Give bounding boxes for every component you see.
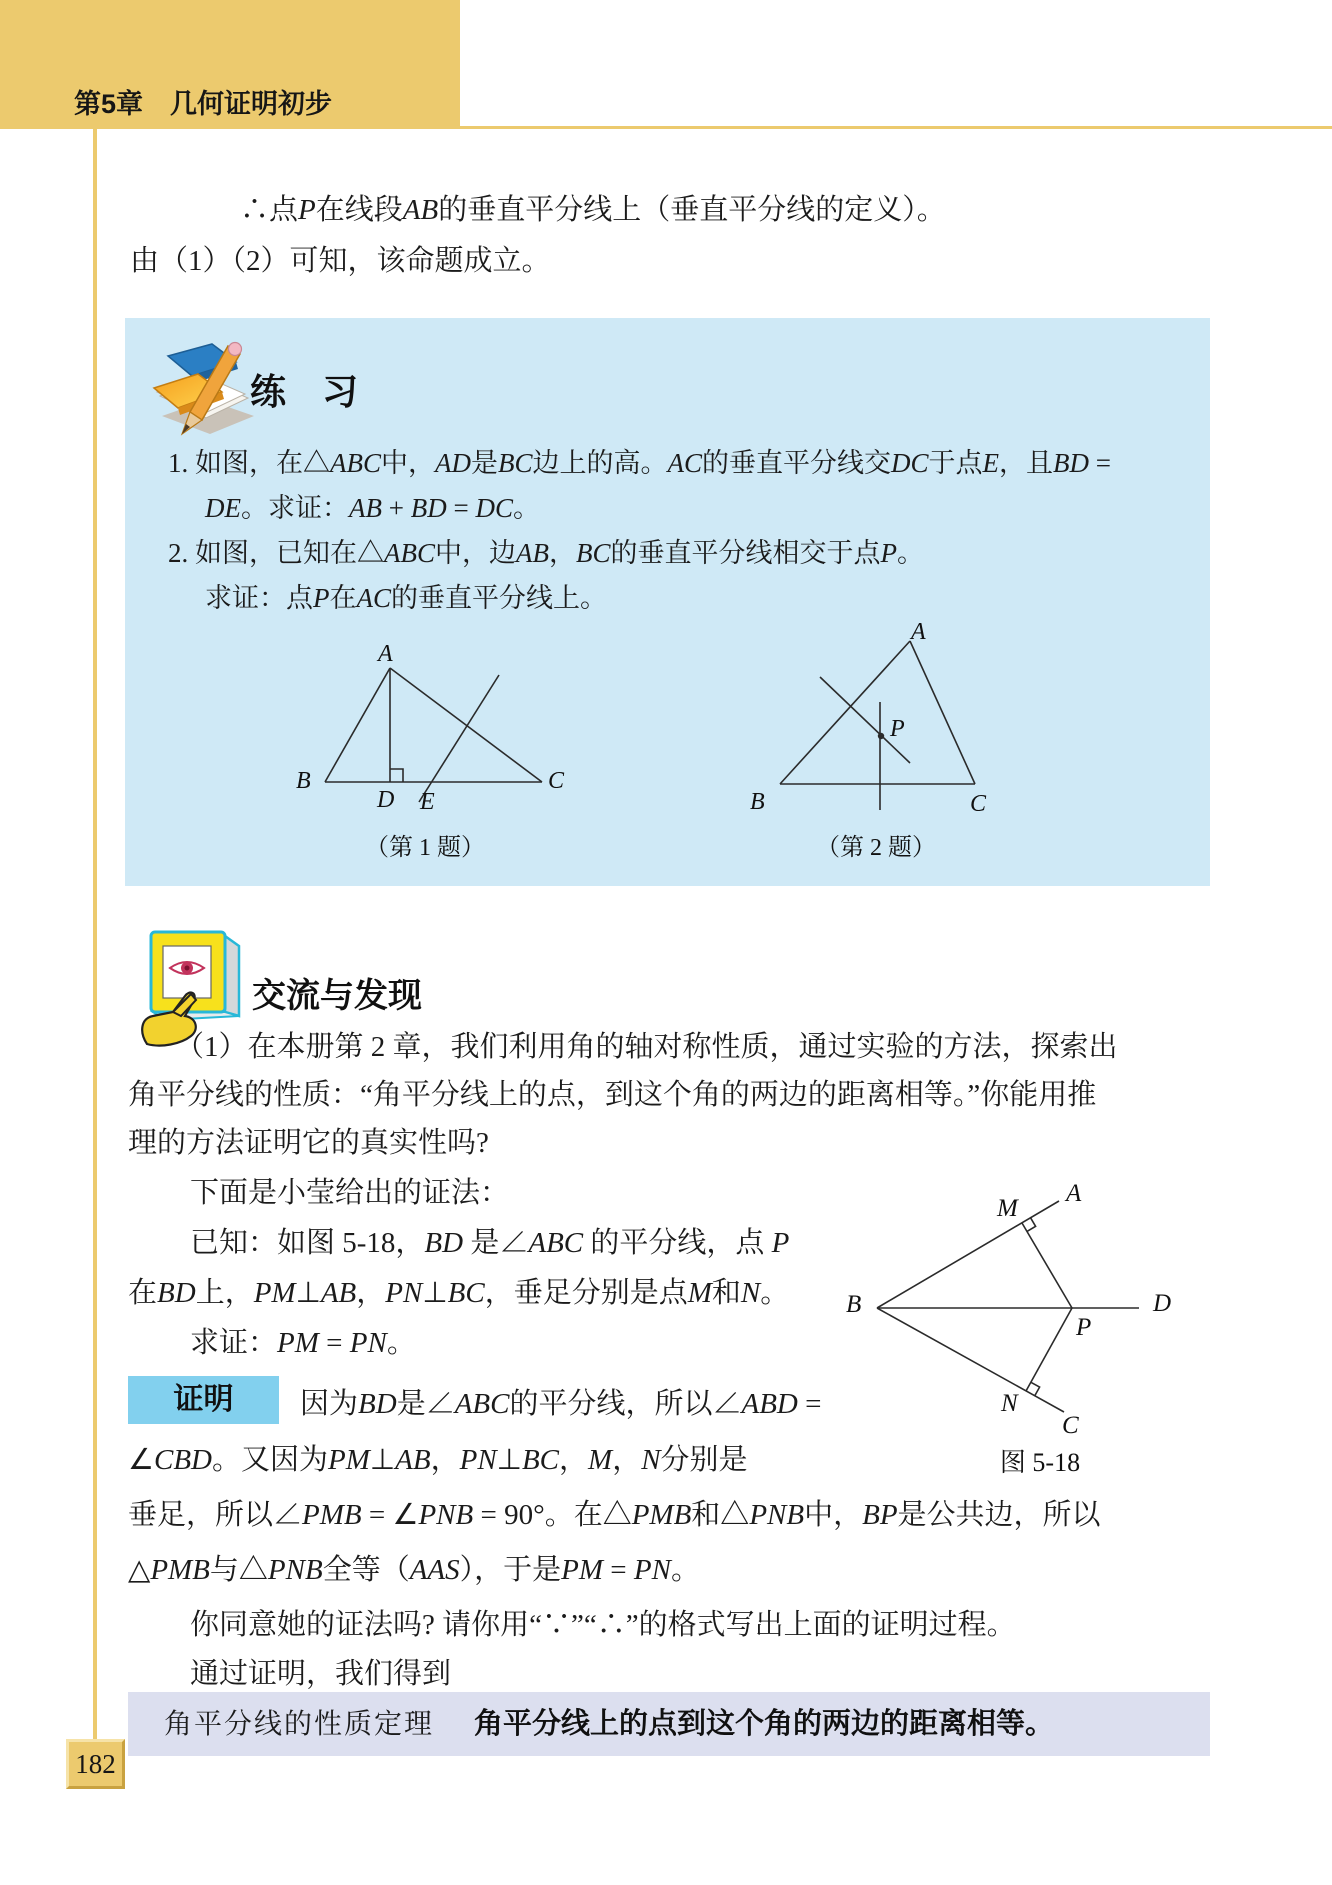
problem-2-line-1: 2. 如图，已知在△ABC中，边AB，BC的垂直平分线相交于点P。 (168, 538, 925, 568)
discover-title: 交流与发现 (252, 977, 422, 1015)
discover-para1-line1: （1）在本册第 2 章，我们利用角的轴对称性质，通过实验的方法，探索出 (175, 1031, 1118, 1063)
theorem-statement: 角平分线上的点到这个角的两边的距离相等。 (474, 1708, 1055, 1740)
fig1-label-B: B (296, 768, 311, 794)
fig1-label-E: E (420, 789, 435, 815)
proof-line2: ∠CBD。又因为PM⊥AB，PN⊥BC，M，N分别是 (128, 1444, 748, 1476)
exercise-title: 练 习 (250, 371, 359, 412)
fig518-caption: 图 5-18 (999, 1448, 1081, 1477)
proof-line4: △PMB与△PNB全等（AAS），于是PM = PN。 (128, 1554, 700, 1586)
fig1-label-A: A (378, 641, 393, 667)
figure-problem1 (280, 630, 580, 815)
given-line2: 在BD上，PM⊥AB，PN⊥BC，垂足分别是点M和N。 (128, 1277, 790, 1309)
prove-line: 求证：PM = PN。 (190, 1327, 416, 1359)
given-line1: 已知：如图 5-18，BD 是∠ABC 的平分线，点 P (190, 1227, 790, 1259)
fig2-label-B: B (750, 789, 765, 815)
fig1-label-C: C (548, 768, 565, 794)
fig518-label-D: D (1153, 1290, 1172, 1317)
notebooks-pencil-icon (148, 336, 260, 440)
problem-2-line-2: 求证：点P在AC的垂直平分线上。 (205, 583, 608, 613)
problem-1-line-1: 1. 如图，在△ABC中，AD是BC边上的高。AC的垂直平分线交DC于点E，且BD = (168, 448, 1112, 478)
fig518-label-N: N (1001, 1390, 1018, 1417)
fig518-label-M: M (997, 1195, 1018, 1222)
chapter-title: 第5章 几何证明初步 (74, 89, 333, 119)
proof-follow2: 通过证明，我们得到 (190, 1658, 452, 1690)
page-number-box (66, 1739, 125, 1789)
proof-line3: 垂足，所以∠PMB = ∠PNB = 90°。在△PMB和△PNB中，BP是公共边，所以 (128, 1499, 1101, 1531)
theorem-label: 角平分线的性质定理 (164, 1709, 435, 1740)
problem-1-line-2: DE。求证：AB + BD = DC。 (205, 493, 540, 523)
fig1-label-D: D (377, 787, 395, 813)
intro-line-2: 由（1）（2）可知，该命题成立。 (130, 245, 551, 277)
proof-line1: 因为BD是∠ABC的平分线，所以∠ABD = (300, 1388, 822, 1420)
page-number: 182 (75, 1749, 116, 1779)
intro-line-1: ∴点P在线段AB的垂直平分线上（垂直平分线的定义）。 (240, 194, 946, 226)
fig2-label-C: C (970, 791, 987, 817)
fig2-caption: （第 2 题） (816, 835, 936, 861)
fig1-caption: （第 1 题） (365, 835, 485, 861)
theorem-box (128, 1692, 1210, 1756)
proof-badge (128, 1376, 279, 1424)
fig518-label-A: A (1066, 1180, 1082, 1207)
fig518-label-C: C (1062, 1412, 1079, 1439)
discover-para1-line2: 角平分线的性质：“角平分线上的点，到这个角的两边的距离相等。”你能用推 (128, 1079, 1097, 1111)
proof-follow1: 你同意她的证法吗? 请你用“∵”“∴”的格式写出上面的证明过程。 (190, 1609, 1016, 1641)
fig2-label-A: A (911, 619, 926, 645)
discover-para1-line3: 理的方法证明它的真实性吗? (128, 1127, 489, 1159)
discover-lead: 下面是小莹给出的证法： (190, 1177, 510, 1209)
proof-badge-label: 证明 (173, 1383, 234, 1416)
left-vertical-rule (93, 128, 97, 1739)
fig518-label-B: B (846, 1291, 862, 1318)
fig518-label-P: P (1076, 1314, 1092, 1341)
header-rule (0, 126, 1332, 129)
figure-problem2 (760, 620, 1000, 820)
fig2-label-P: P (890, 716, 905, 742)
